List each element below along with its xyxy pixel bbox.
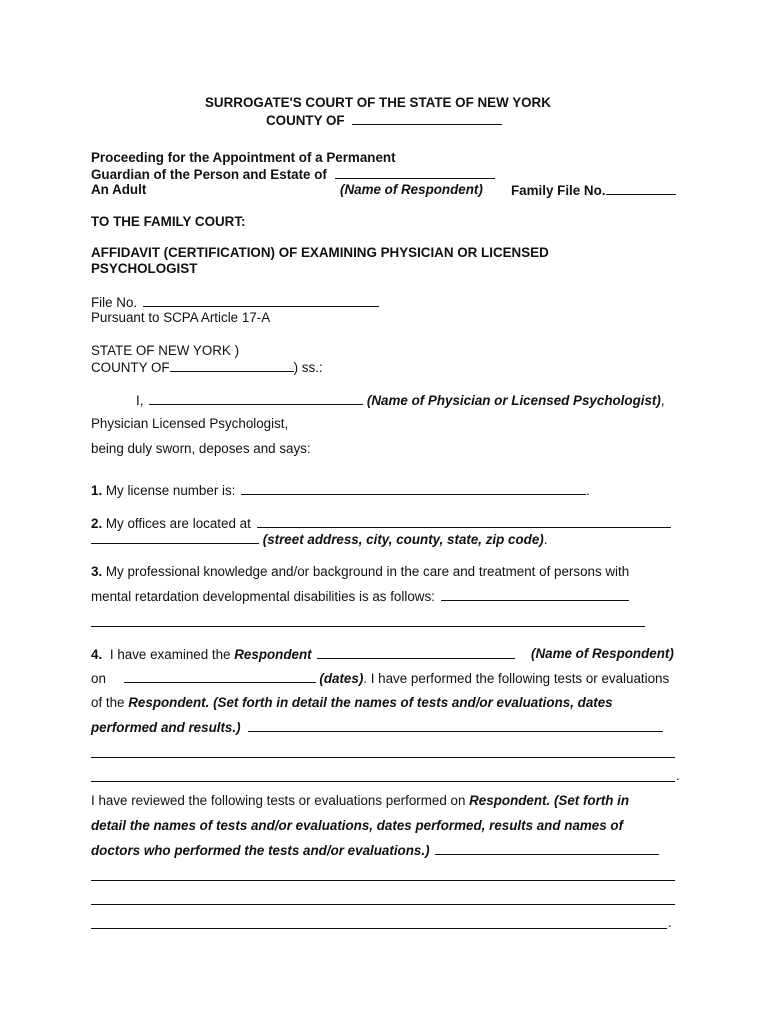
file-no-field bbox=[91, 294, 379, 311]
reviewed-line-1 bbox=[91, 793, 629, 809]
item-3-line-2: mental retardation developmental disabilities is as follows: bbox=[91, 589, 435, 604]
venue-county-label: COUNTY OF bbox=[91, 360, 170, 375]
item-1-number: 1. bbox=[91, 483, 103, 498]
item-4-line-2 bbox=[91, 670, 669, 687]
item-4-dates-label: (dates) bbox=[319, 671, 364, 686]
item-3 bbox=[91, 564, 629, 580]
item-1-period: . bbox=[586, 483, 590, 498]
item-4-on: on bbox=[91, 671, 106, 686]
caption-line-3: An Adult bbox=[91, 182, 147, 197]
pursuant-text: Pursuant to SCPA Article 17-A bbox=[91, 310, 271, 325]
venue-county-blank[interactable] bbox=[170, 359, 294, 372]
venue-county bbox=[91, 359, 323, 376]
exam-dates-blank[interactable] bbox=[124, 670, 316, 683]
oath-sworn: being duly sworn, deposes and says: bbox=[91, 441, 311, 456]
reviewed-set-forth: . (Set forth in bbox=[546, 793, 630, 808]
oath-role: Physician Licensed Psychologist, bbox=[91, 416, 289, 431]
item-4-respondent: Respondent bbox=[234, 647, 312, 662]
venue-ss: ) ss.: bbox=[293, 360, 323, 375]
reviewed-tests-blank-2[interactable] bbox=[91, 880, 675, 881]
item-1-text: My license number is: bbox=[105, 483, 236, 498]
reviewed-end-period: . bbox=[668, 915, 672, 930]
item-3-line-1: My professional knowledge and/or background in the care and treatment of persons with bbox=[105, 564, 630, 579]
family-file-blank[interactable] bbox=[606, 182, 676, 195]
file-no-label: File No. bbox=[91, 295, 138, 310]
oath-i: I, bbox=[136, 393, 144, 408]
caption-guardian-text: Guardian of the Person and Estate of bbox=[91, 167, 327, 182]
item-2-period: . bbox=[543, 532, 548, 547]
background-blank-1[interactable] bbox=[441, 588, 629, 601]
physician-name-blank[interactable] bbox=[149, 392, 363, 405]
item-4-set-forth: . (Set forth in detail the names of tests and/or evaluations, dates bbox=[205, 695, 613, 710]
address-label: (street address, city, county, state, zip code) bbox=[262, 532, 544, 547]
item-4-name-label: (Name of Respondent) bbox=[531, 646, 674, 661]
reviewed-intro: I have reviewed the following tests or evaluations performed on bbox=[91, 793, 466, 808]
reviewed-tests-blank-3[interactable] bbox=[91, 904, 675, 905]
respondent-name-blank[interactable] bbox=[335, 166, 495, 179]
county-label: COUNTY OF bbox=[266, 113, 345, 128]
court-heading: SURROGATE'S COURT OF THE STATE OF NEW YORK bbox=[205, 95, 551, 110]
oath-line bbox=[136, 392, 665, 409]
item-3-number: 3. bbox=[91, 564, 103, 579]
title-line-1: AFFIDAVIT (CERTIFICATION) OF EXAMINING PHYSICIAN OR LICENSED bbox=[91, 245, 549, 260]
item-4-line-3 bbox=[91, 695, 613, 711]
reviewed-line-3 bbox=[91, 842, 659, 859]
reviewed-tests-blank-4[interactable] bbox=[91, 928, 667, 929]
item-2-number: 2. bbox=[91, 516, 103, 531]
family-file-label: Family File No. bbox=[511, 183, 606, 198]
county-heading bbox=[266, 112, 502, 129]
item-3-line-2-wrap bbox=[91, 588, 629, 605]
respondent-name-label: (Name of Respondent) bbox=[340, 182, 483, 197]
reviewed-respondent: Respondent bbox=[469, 793, 547, 808]
reviewed-tests-blank-1[interactable] bbox=[435, 842, 659, 855]
item-4-of-the: of the bbox=[91, 695, 125, 710]
caption-line-2 bbox=[91, 166, 495, 183]
family-file-field bbox=[511, 182, 676, 199]
item-4-respondent-2: Respondent bbox=[128, 695, 206, 710]
examined-respondent-blank[interactable] bbox=[317, 646, 515, 659]
background-blank-2[interactable] bbox=[91, 626, 645, 627]
tests-performed-blank-1[interactable] bbox=[248, 719, 663, 732]
item-4-line-1 bbox=[91, 646, 515, 663]
office-address-blank-2[interactable] bbox=[91, 531, 259, 544]
license-number-blank[interactable] bbox=[241, 482, 586, 495]
item-2 bbox=[91, 515, 671, 532]
item-2-line-2 bbox=[91, 531, 548, 548]
physician-name-label: (Name of Physician or Licensed Psychologist) bbox=[366, 393, 661, 408]
reviewed-doctors-label: doctors who performed the tests and/or evaluations.) bbox=[91, 843, 430, 858]
oath-comma: , bbox=[660, 393, 665, 408]
item-4-end-period: . bbox=[676, 768, 680, 783]
office-address-blank-1[interactable] bbox=[257, 515, 671, 528]
item-4-performed-text: . I have performed the following tests or evaluations bbox=[363, 671, 670, 686]
title-line-2: PSYCHOLOGIST bbox=[91, 261, 198, 276]
item-4-examined: I have examined the bbox=[109, 647, 231, 662]
tests-performed-blank-3[interactable] bbox=[91, 781, 675, 782]
caption-line-1: Proceeding for the Appointment of a Permanent bbox=[91, 150, 396, 165]
file-no-blank[interactable] bbox=[143, 294, 379, 307]
item-1 bbox=[91, 482, 590, 499]
tests-performed-blank-2[interactable] bbox=[91, 757, 675, 758]
to-family-court: TO THE FAMILY COURT: bbox=[91, 214, 246, 229]
venue-state: STATE OF NEW YORK ) bbox=[91, 343, 240, 358]
item-4-results-label: performed and results.) bbox=[91, 720, 241, 735]
reviewed-line-2: detail the names of tests and/or evaluations, dates performed, results and names of bbox=[91, 818, 624, 833]
county-blank[interactable] bbox=[352, 112, 502, 125]
item-4-line-4 bbox=[91, 719, 663, 736]
item-2-text: My offices are located at bbox=[105, 516, 251, 531]
item-4-number: 4. bbox=[91, 647, 103, 662]
